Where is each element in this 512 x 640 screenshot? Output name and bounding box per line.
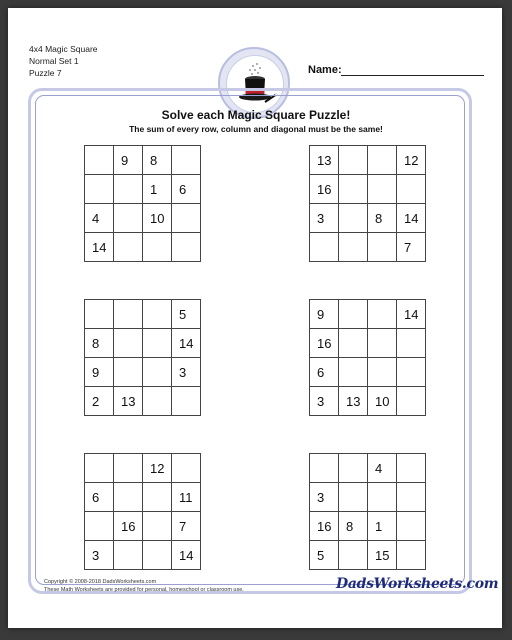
magic-square-grid [309, 299, 426, 416]
given-number-cell: 9 [114, 146, 143, 175]
empty-cell[interactable] [368, 175, 397, 204]
given-number-cell: 16 [310, 175, 339, 204]
given-number-cell: 7 [172, 512, 201, 541]
magic-square-grid [309, 453, 426, 570]
empty-cell[interactable] [114, 358, 143, 387]
empty-cell[interactable] [397, 454, 426, 483]
given-number-cell: 13 [114, 387, 143, 416]
empty-cell[interactable] [172, 233, 201, 262]
given-number-cell: 14 [172, 541, 201, 570]
name-label: Name: [308, 64, 342, 76]
empty-cell[interactable] [172, 146, 201, 175]
empty-cell[interactable] [339, 358, 368, 387]
instructions-subtitle: The sum of every row, column and diagonal must be the same! [129, 124, 383, 134]
given-number-cell: 2 [85, 387, 114, 416]
given-number-cell: 4 [368, 454, 397, 483]
empty-cell[interactable] [397, 175, 426, 204]
empty-cell[interactable] [85, 454, 114, 483]
given-number-cell: 1 [143, 175, 172, 204]
given-number-cell: 10 [143, 204, 172, 233]
given-number-cell: 3 [310, 483, 339, 512]
empty-cell[interactable] [143, 512, 172, 541]
usage-notice: These Math Worksheets are provided for personal, homeschool or classroom use. [44, 587, 244, 593]
given-number-cell: 13 [310, 146, 339, 175]
empty-cell[interactable] [310, 454, 339, 483]
empty-cell[interactable] [339, 300, 368, 329]
given-number-cell: 15 [368, 541, 397, 570]
empty-cell[interactable] [143, 233, 172, 262]
empty-cell[interactable] [368, 483, 397, 512]
given-number-cell: 8 [368, 204, 397, 233]
given-number-cell: 8 [85, 329, 114, 358]
given-number-cell: 14 [172, 329, 201, 358]
given-number-cell: 13 [339, 387, 368, 416]
magic-square-grid [84, 453, 201, 570]
given-number-cell: 3 [85, 541, 114, 570]
empty-cell[interactable] [114, 454, 143, 483]
given-number-cell: 16 [310, 329, 339, 358]
given-number-cell: 8 [143, 146, 172, 175]
empty-cell[interactable] [85, 512, 114, 541]
footer-copyright [44, 578, 244, 594]
empty-cell[interactable] [368, 329, 397, 358]
given-number-cell: 6 [85, 483, 114, 512]
given-number-cell: 14 [397, 204, 426, 233]
empty-cell[interactable] [310, 233, 339, 262]
worksheet-title: 4x4 Magic Square [29, 44, 98, 54]
empty-cell[interactable] [339, 175, 368, 204]
empty-cell[interactable] [397, 387, 426, 416]
given-number-cell: 3 [172, 358, 201, 387]
empty-cell[interactable] [114, 175, 143, 204]
given-number-cell: 7 [397, 233, 426, 262]
given-number-cell: 16 [114, 512, 143, 541]
empty-cell[interactable] [397, 541, 426, 570]
empty-cell[interactable] [172, 387, 201, 416]
given-number-cell: 4 [85, 204, 114, 233]
worksheet-info [29, 43, 98, 79]
worksheet-puzzle-number: Puzzle 7 [29, 68, 62, 78]
given-number-cell: 1 [368, 512, 397, 541]
empty-cell[interactable] [114, 233, 143, 262]
empty-cell[interactable] [397, 512, 426, 541]
empty-cell[interactable] [143, 300, 172, 329]
magic-square-grid [84, 299, 201, 416]
empty-cell[interactable] [172, 454, 201, 483]
empty-cell[interactable] [114, 483, 143, 512]
empty-cell[interactable] [368, 146, 397, 175]
empty-cell[interactable] [339, 454, 368, 483]
brand-logo: DadsWorksheets.com [336, 576, 499, 592]
empty-cell[interactable] [368, 233, 397, 262]
given-number-cell: 9 [310, 300, 339, 329]
empty-cell[interactable] [339, 146, 368, 175]
empty-cell[interactable] [114, 204, 143, 233]
worksheet-set: Normal Set 1 [29, 56, 79, 66]
empty-cell[interactable] [397, 358, 426, 387]
given-number-cell: 5 [310, 541, 339, 570]
given-number-cell: 3 [310, 204, 339, 233]
given-number-cell: 12 [143, 454, 172, 483]
given-number-cell: 8 [339, 512, 368, 541]
empty-cell[interactable] [114, 300, 143, 329]
given-number-cell: 14 [397, 300, 426, 329]
given-number-cell: 3 [310, 387, 339, 416]
empty-cell[interactable] [143, 387, 172, 416]
empty-cell[interactable] [143, 358, 172, 387]
empty-cell[interactable] [143, 329, 172, 358]
empty-cell[interactable] [114, 541, 143, 570]
empty-cell[interactable] [339, 541, 368, 570]
given-number-cell: 5 [172, 300, 201, 329]
empty-cell[interactable] [85, 175, 114, 204]
instructions-title: Solve each Magic Square Puzzle! [161, 108, 351, 122]
given-number-cell: 9 [85, 358, 114, 387]
empty-cell[interactable] [114, 329, 143, 358]
given-number-cell: 12 [397, 146, 426, 175]
magic-square-grid [84, 145, 201, 262]
empty-cell[interactable] [339, 204, 368, 233]
given-number-cell: 6 [310, 358, 339, 387]
magic-square-grid [309, 145, 426, 262]
empty-cell[interactable] [85, 146, 114, 175]
copyright-text: Copyright © 2008-2018 DadsWorksheets.com [44, 579, 157, 585]
empty-cell[interactable] [339, 483, 368, 512]
name-field[interactable] [341, 75, 484, 76]
empty-cell[interactable] [172, 204, 201, 233]
empty-cell[interactable] [85, 300, 114, 329]
empty-cell[interactable] [339, 329, 368, 358]
empty-cell[interactable] [339, 233, 368, 262]
given-number-cell: 6 [172, 175, 201, 204]
empty-cell[interactable] [397, 483, 426, 512]
empty-cell[interactable] [143, 541, 172, 570]
empty-cell[interactable] [143, 483, 172, 512]
given-number-cell: 14 [85, 233, 114, 262]
given-number-cell: 10 [368, 387, 397, 416]
empty-cell[interactable] [368, 300, 397, 329]
given-number-cell: 11 [172, 483, 201, 512]
empty-cell[interactable] [368, 358, 397, 387]
empty-cell[interactable] [397, 329, 426, 358]
given-number-cell: 16 [310, 512, 339, 541]
